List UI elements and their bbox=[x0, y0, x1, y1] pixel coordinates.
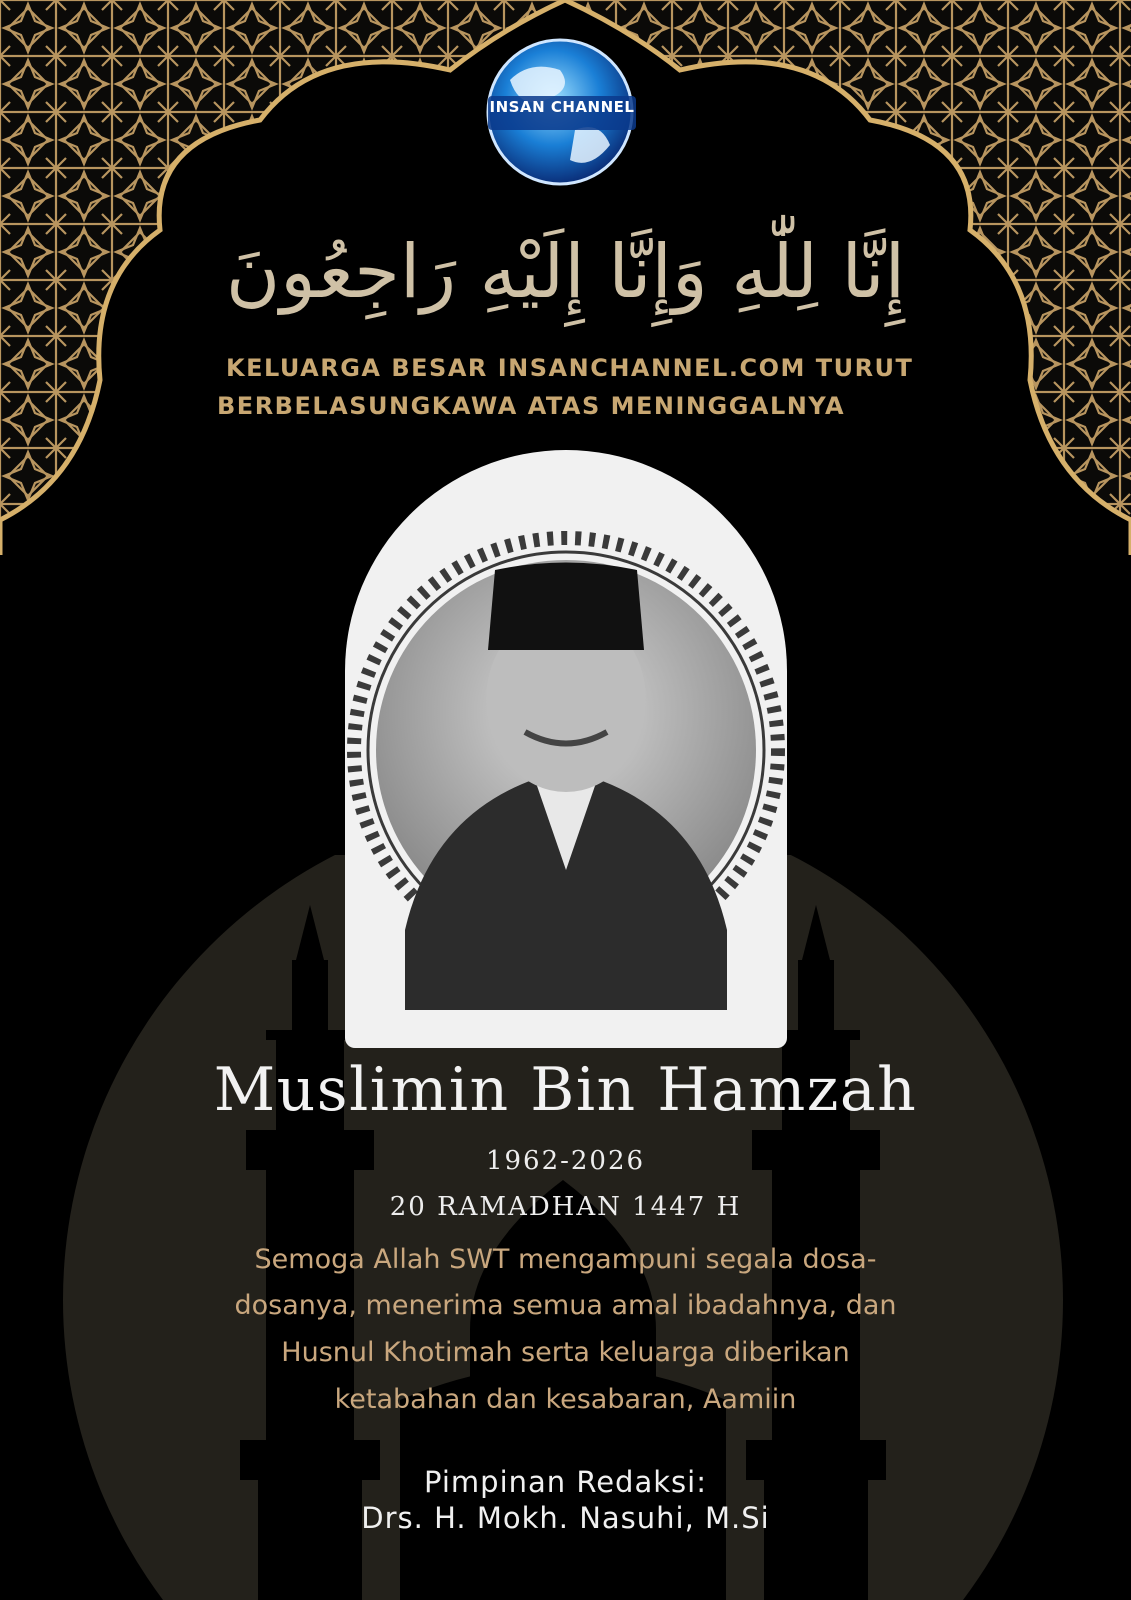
condolence-message-line2: BERBELASUNGKAWA ATAS MENINGGALNYA bbox=[217, 392, 846, 420]
signature-name: Drs. H. Mokh. Nasuhi, M.Si bbox=[361, 1501, 770, 1535]
prayer-line: Semoga Allah SWT mengampuni segala dosa- bbox=[254, 1244, 877, 1275]
prayer-line: Husnul Khotimah serta keluarga diberikan bbox=[281, 1337, 850, 1368]
arabic-verse: إِنَّا لِلّٰهِ وَإِنَّا إِلَيْهِ رَاجِعُونَ bbox=[225, 229, 906, 315]
deceased-name: Muslimin Bin Hamzah bbox=[213, 1055, 918, 1125]
portrait-frame bbox=[345, 450, 787, 1048]
life-years: 1962-2026 bbox=[485, 1146, 646, 1176]
condolence-message-line1: KELUARGA BESAR INSANCHANNEL.COM TURUT bbox=[226, 354, 914, 382]
prayer-line: ketabahan dan kesabaran, Aamiin bbox=[334, 1384, 797, 1415]
ornament-border bbox=[345, 450, 787, 1048]
prayer-line: dosanya, menerima semua amal ibadahnya, dan bbox=[234, 1290, 897, 1321]
logo-text: INSAN CHANNEL bbox=[489, 98, 635, 116]
signature-title: Pimpinan Redaksi: bbox=[424, 1465, 707, 1499]
hijri-date: 20 RAMADHAN 1447 H bbox=[389, 1192, 742, 1222]
